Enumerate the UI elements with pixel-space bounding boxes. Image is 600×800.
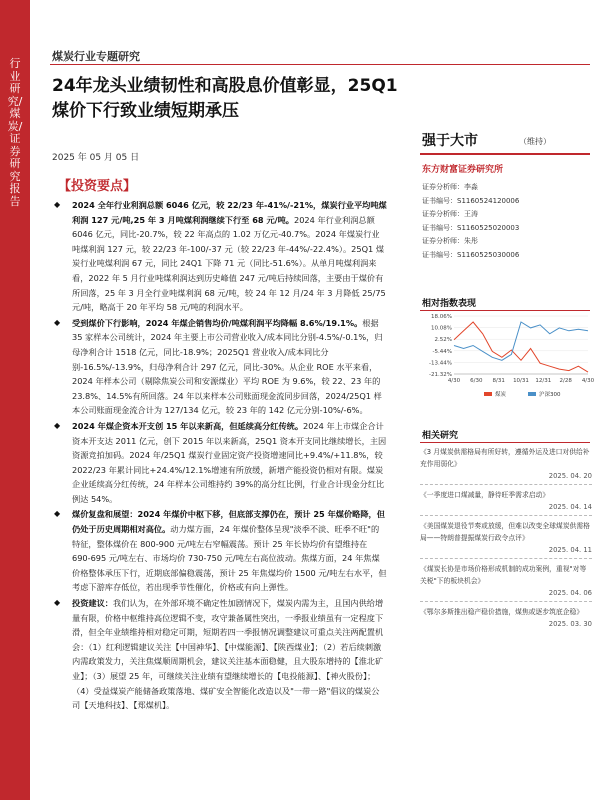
research-item[interactable] <box>420 606 592 630</box>
research-title[interactable]: 《3 月煤炭供需格局有所好转，遵循外运及进口对供给补充作用弱化》 <box>420 448 590 468</box>
report-type: 煤炭行业专题研究 <box>52 50 140 63</box>
bullet-diamond-icon: ◆ <box>54 420 61 430</box>
research-title[interactable]: 《鄂尔多斯推出稳产稳价措施，煤焦或逐步筑底企稳》 <box>420 608 584 616</box>
y-tick-label: 2.52% <box>434 337 452 344</box>
highlight-item <box>52 596 387 713</box>
research-item[interactable] <box>420 520 592 559</box>
legend-label: 沪深300 <box>539 392 561 398</box>
analyst-name: 证券分析师：朱彤 <box>422 237 478 245</box>
analyst-cert: 证书编号：S1160524120006 <box>422 196 520 205</box>
highlight-item <box>52 198 387 315</box>
x-tick-label: 10/31 <box>513 378 529 384</box>
highlight-item <box>52 507 387 595</box>
analyst-name: 证券分析师：李淼 <box>422 183 478 191</box>
x-tick-label: 4/30 <box>447 378 461 384</box>
research-date: 2025. 04. 11 <box>548 546 592 554</box>
highlight-lead: 受到煤价下行影响，2024 年煤企销售均价/吨煤利润平均降幅 8.6%/19.1%。 <box>72 317 363 328</box>
report-title: 24年龙头业绩韧性和高股息价值彰显，25Q1煤价下行致业绩短期承压 <box>52 76 398 121</box>
highlight-body: 根据 35 家样本公司统计，2024 年主要上市公司营业收入/成本同比分别-4.5%/-0.1%，归母净利合计 1518 亿元，同比-18.9%；2025Q1 营业收入/成本同比分别-16.5%/-13.9%，归母净利合计 297 亿元，同比-30%。从企业 ROE 水平来看，2024 年样本公司（剔除焦炭公司和安源煤业）平均 ROE 为 9.6%，较 22、23 年的 23.8%、14.5%有所回落。24 年以来样本公司账面现金流同步回落，2024/25Q1 样本公司账面现金流合计为 127/134 亿元，较 23 年的 142 亿元分别-10%/-6%。 <box>72 317 383 416</box>
research-title[interactable]: 《一季度进口煤减量，静待旺季需求启动》 <box>420 491 550 499</box>
x-tick-label: 6/30 <box>470 378 483 384</box>
report-date: 2025 年 05 月 05 日 <box>52 153 140 163</box>
series-line-coal <box>454 322 588 372</box>
y-tick-label: -13.44% <box>429 360 452 367</box>
x-tick-label: 8/31 <box>492 378 505 384</box>
rating-status: （维持） <box>519 137 551 146</box>
highlight-lead: 投资建议： <box>72 598 113 609</box>
rating-divider <box>420 153 590 155</box>
highlights-list <box>52 198 387 714</box>
highlight-lead: 煤价复盘和展望：2024 年煤价中枢下移，但底部支撑仍在，预计 25 年煤价略降，但仍处于历史周期相对高位。 <box>72 509 385 535</box>
bullet-diamond-icon: ◆ <box>54 598 61 608</box>
relative-index-chart <box>420 312 595 402</box>
chart-heading: 相对指数表现 <box>422 299 477 309</box>
y-tick-label: 10.08% <box>431 325 452 332</box>
research-item[interactable] <box>420 563 592 602</box>
analyst-cert: 证书编号：S1160525020003 <box>422 223 520 232</box>
research-separator <box>420 558 592 559</box>
x-tick-label: 4/30 <box>581 378 595 384</box>
header-divider <box>50 64 590 65</box>
research-date: 2025. 04. 20 <box>548 472 592 480</box>
research-title[interactable]: 《美国煤炭退役节奏或放缓，但难以改变全球煤炭供需格局——特朗普提振煤炭行政令点评》 <box>420 522 590 542</box>
side-category-label: 行业研究/煤炭/证券研究报告 <box>7 57 23 208</box>
research-item[interactable] <box>420 489 592 516</box>
highlight-item <box>52 316 387 418</box>
related-research-heading: 相关研究 <box>422 431 459 441</box>
bullet-diamond-icon: ◆ <box>54 509 61 519</box>
bullet-diamond-icon: ◆ <box>54 317 61 327</box>
highlight-item <box>52 419 387 507</box>
highlight-body: 我们认为，在外部环境不确定性加剧情况下，煤炭内需为主，且国内供给增量有限，价格中枢维持高位逻辑不变，攻守兼备属性突出，一季报业绩虽有一定程度下滑，但全年业绩维持相对稳定可期，短期若四一季报情况调整建议可重点关注两配置机会：（1）红利逻辑建议关注【中国神华】、【中煤能源】、【陕西煤业】；（2）若后续刺激内需政策发力，关注焦煤顺周期机会，建议关注基本面稳健，且大股东增持的【淮北矿业】；（3）展望 25 年，可继续关注业绩有望继续增长的【电投能源】、【神火股份】；（4）受益煤炭产能储备政策落地、煤矿安全智能化改造以及"一带一路"倡议的煤炭公司【天地科技】、【郑煤机】。 <box>72 598 384 711</box>
y-tick-label: -5.44% <box>432 348 452 355</box>
institution-name: 东方财富证券研究所 <box>422 165 504 175</box>
legend-swatch <box>528 392 536 396</box>
related-research-list <box>420 446 592 634</box>
research-date: 2025. 03. 30 <box>548 620 592 628</box>
research-date: 2025. 04. 14 <box>548 503 592 511</box>
chart-divider <box>420 310 590 311</box>
legend-swatch <box>484 392 492 396</box>
y-tick-label: -21.32% <box>429 372 452 378</box>
x-tick-label: 12/31 <box>535 378 552 384</box>
research-date: 2025. 04. 06 <box>548 589 592 597</box>
analyst-name: 证券分析师：王涛 <box>422 210 478 218</box>
research-item[interactable] <box>420 446 592 485</box>
analyst-list <box>422 181 592 262</box>
highlight-body: 动力煤方面，24 年煤价整体呈现"淡季不淡、旺季不旺"的特征，整体煤价在 800-900 元/吨左右窄幅震荡。预计 25 年长协均价有望维持在 690-695 元/吨左右、市场均价 730-750 元/吨左右高位波动。焦煤方面，24 年焦煤价格整体承压下行，近期底部偏稳震荡，预计 25 年焦煤均价 1500 元/吨左右水平，但考虑下游库存低位，若出现季节性催化，价格或有向上弹性。 <box>72 524 387 593</box>
highlight-lead: 2024 年煤企资本开支创 15 年以来新高，但延续高分红传统。 <box>72 420 304 431</box>
highlight-lead: 2024 全年行业利润总额 6046 亿元，较 22/23 年-41%/-21%，煤炭行业平均吨煤利润 127 元/吨,25 年 3 月吨煤利润继续下行至 68 元/吨。 <box>72 200 387 225</box>
y-tick-label: 18.06% <box>431 314 452 320</box>
research-separator <box>420 515 592 516</box>
highlight-body: 2024 年上市煤企合计资本开支达 2011 亿元，创下 2015 年以来新高，25Q1 资本开支同比继续增长，主因资源竞拍加码。2024 年/25Q1 煤炭行业固定资产投资增速同比+9.4%/+11.8%，较 2022/23 年累计同比+24.4%/12.1%增速有所放缓，新增产能投资仍相对有限。煤炭企业延续高分红传统，24 年样本公司维持约 39%的高分红比例，行业合计现金分红比例达 54%。 <box>72 420 387 504</box>
research-title[interactable]: 《煤炭长协是市场价格形成机制的成功案例，重视"对等关税"下的板块机会》 <box>420 565 587 585</box>
research-divider <box>420 442 590 443</box>
legend-label: 煤炭 <box>495 392 507 398</box>
chart-svg <box>420 312 595 402</box>
research-separator <box>420 601 592 602</box>
investment-highlights-heading: 【投资要点】 <box>58 179 137 194</box>
x-tick-label: 2/28 <box>559 378 572 384</box>
research-separator <box>420 484 592 485</box>
bullet-diamond-icon: ◆ <box>54 200 61 209</box>
highlight-body: 2024 年行业利润总额 6046 亿元，同比-20.7%，较 22 年高点的 1.02 万亿元-40.7%。2024 年煤炭行业吨煤利润 127 元，较 22/23 年-100/-37 元（较 22/23 年-44%/-22.4%）。25Q1 煤炭行业吨煤利润 67 元，同比 24Q1 下降 71 元（同比-51.6%）。从单月吨煤利润来看，2022 年 5 月行业吨煤利润达到历史峰值 247 元/吨后持续回落，主要由于煤价有所回落，25 年 3 月全行业吨煤利润 68 元/吨，较 24 年 12 月/24 年 3 月降低 25/75 元/吨，略高于 20 年平均 58 元/吨的利润水平。 <box>72 214 386 313</box>
industry-rating: 强于大市 <box>422 133 478 149</box>
analyst-cert: 证书编号：S1160525030006 <box>422 250 520 259</box>
